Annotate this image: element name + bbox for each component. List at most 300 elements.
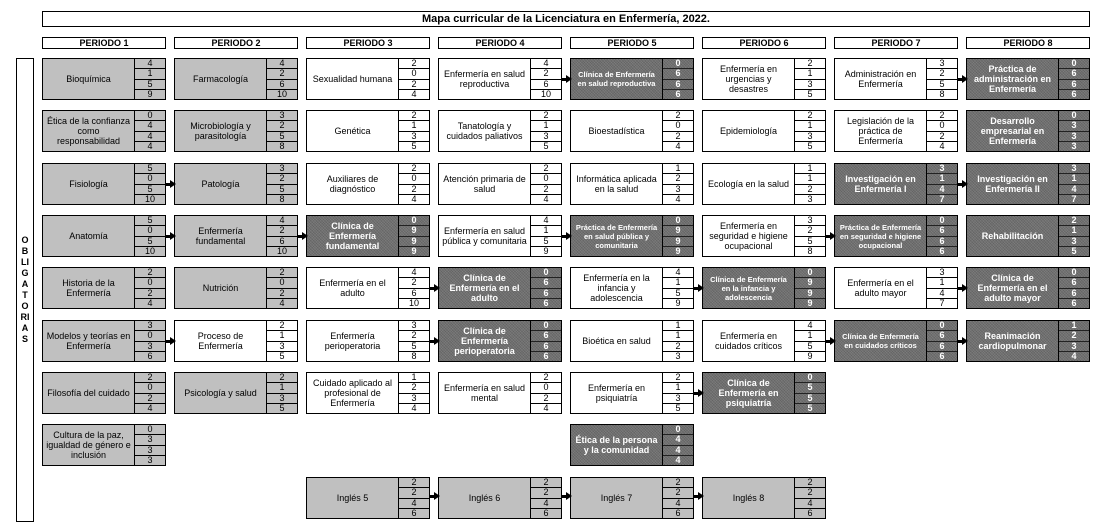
course-values <box>266 58 298 100</box>
course-name: Microbiología y parasitología <box>174 110 266 152</box>
course-value: 3 <box>531 131 561 141</box>
course-block <box>834 215 958 257</box>
obligatorias-bracket <box>16 58 34 522</box>
course-value: 8 <box>795 246 825 256</box>
course-value: 5 <box>927 79 957 89</box>
course-name: Bioética en salud <box>570 320 662 362</box>
course-block <box>306 110 430 152</box>
course-value: 5 <box>135 184 165 194</box>
course-values <box>398 110 430 152</box>
course-value: 1 <box>1059 225 1089 235</box>
course-value: 2 <box>411 163 417 173</box>
course-block <box>438 163 562 205</box>
course-value: 4 <box>663 455 693 465</box>
course-value: 2 <box>543 110 549 120</box>
course-values <box>1058 163 1090 205</box>
course-value: 7 <box>927 298 957 308</box>
course-value: 6 <box>1059 288 1089 298</box>
course-value: 3 <box>1059 236 1089 246</box>
course-name: Auxiliares de diagnóstico <box>306 163 398 205</box>
course-value: 3 <box>135 434 165 444</box>
course-value: 2 <box>399 330 429 340</box>
course-value: 4 <box>135 403 165 413</box>
course-value: 3 <box>795 79 825 89</box>
course-value: 3 <box>267 393 297 403</box>
course-value: 10 <box>267 246 297 256</box>
course-block <box>438 267 562 309</box>
course-value: 9 <box>663 225 693 235</box>
course-value: 0 <box>807 372 813 382</box>
course-value: 0 <box>675 424 681 434</box>
course-name: Enfermería en salud pública y comunitaria <box>438 215 530 257</box>
course-value: 0 <box>135 277 165 287</box>
course-name: Legislación de la práctica de Enfermería <box>834 110 926 152</box>
arrow-criticos-clinica <box>826 340 832 343</box>
course-name: Enfermería fundamental <box>174 215 266 257</box>
course-values <box>530 110 562 152</box>
course-value: 3 <box>1059 120 1089 130</box>
arrow-ingles5-6 <box>430 495 436 498</box>
course-value: 9 <box>795 298 825 308</box>
page-title: Mapa curricular de la Licenciatura en Enfermería, 2022. <box>42 11 1090 27</box>
course-value: 4 <box>399 194 429 204</box>
course-name: Proceso de Enfermería <box>174 320 266 362</box>
course-values <box>1058 267 1090 309</box>
course-value: 4 <box>663 445 693 455</box>
course-value: 6 <box>927 341 957 351</box>
course-block <box>702 320 826 362</box>
course-values <box>134 163 166 205</box>
course-name: Enfermería perioperatoria <box>306 320 398 362</box>
course-block <box>834 320 958 362</box>
course-value: 6 <box>1059 277 1089 287</box>
course-values <box>266 110 298 152</box>
course-value: 1 <box>795 120 825 130</box>
course-values <box>1058 320 1090 362</box>
course-value: 6 <box>135 351 165 361</box>
course-value: 4 <box>927 184 957 194</box>
course-block <box>306 320 430 362</box>
course-block <box>702 163 826 205</box>
course-value: 3 <box>399 393 429 403</box>
course-value: 2 <box>1071 215 1077 225</box>
course-name: Clínica de Enfermería en psiquiatría <box>702 372 794 414</box>
course-value: 2 <box>663 341 693 351</box>
course-name: Investigación en Enfermería II <box>966 163 1058 205</box>
course-value: 0 <box>531 382 561 392</box>
course-value: 0 <box>1071 267 1077 277</box>
course-value: 2 <box>267 225 297 235</box>
course-value: 3 <box>795 131 825 141</box>
course-value: 10 <box>531 89 561 99</box>
course-name: Epidemiología <box>702 110 794 152</box>
course-name: Clínica de Enfermería en el adulto <box>438 267 530 309</box>
course-value: 2 <box>399 277 429 287</box>
course-value: 1 <box>411 372 417 382</box>
course-value: 4 <box>279 58 285 68</box>
course-values <box>134 372 166 414</box>
course-block <box>42 58 166 100</box>
course-values <box>398 372 430 414</box>
course-value: 3 <box>807 215 813 225</box>
period-header-8: PERIODO 8 <box>966 37 1090 49</box>
course-name: Clínica de Enfermería fundamental <box>306 215 398 257</box>
course-block <box>834 163 958 205</box>
course-value: 2 <box>147 372 153 382</box>
course-value: 6 <box>531 351 561 361</box>
course-block <box>174 110 298 152</box>
course-value: 1 <box>399 120 429 130</box>
course-name: Práctica de Enfermería en salud pública y comunitaria <box>570 215 662 257</box>
course-value: 1 <box>675 163 681 173</box>
course-block <box>570 267 694 309</box>
course-value: 6 <box>927 236 957 246</box>
course-value: 1 <box>531 225 561 235</box>
period-header-5: PERIODO 5 <box>570 37 694 49</box>
course-value: 2 <box>267 173 297 183</box>
course-value: 3 <box>135 445 165 455</box>
course-block <box>966 163 1090 205</box>
course-name: Fisiología <box>42 163 134 205</box>
course-value: 10 <box>399 298 429 308</box>
course-value: 0 <box>135 382 165 392</box>
course-values <box>530 163 562 205</box>
course-value: 2 <box>399 487 429 497</box>
course-value: 3 <box>939 58 945 68</box>
course-value: 9 <box>399 246 429 256</box>
course-values <box>398 58 430 100</box>
course-value: 3 <box>411 320 417 330</box>
course-value: 5 <box>267 131 297 141</box>
course-value: 6 <box>531 277 561 287</box>
course-value: 5 <box>135 79 165 89</box>
course-value: 5 <box>135 236 165 246</box>
course-value: 0 <box>411 215 417 225</box>
course-value: 6 <box>1059 79 1089 89</box>
course-block <box>570 58 694 100</box>
course-value: 5 <box>663 288 693 298</box>
arrow-psiquiatria-clinica <box>694 392 700 395</box>
course-values <box>794 267 826 309</box>
course-value: 4 <box>1059 184 1089 194</box>
course-value: 9 <box>795 288 825 298</box>
course-block <box>306 372 430 414</box>
course-value: 5 <box>795 341 825 351</box>
course-value: 0 <box>543 320 549 330</box>
course-name: Nutrición <box>174 267 266 309</box>
course-value: 2 <box>399 184 429 194</box>
course-value: 2 <box>411 110 417 120</box>
course-name: Inglés 8 <box>702 477 794 519</box>
course-name: Bioestadística <box>570 110 662 152</box>
arrow-adulto-mayor-clinica <box>958 287 964 290</box>
course-value: 2 <box>147 267 153 277</box>
course-value: 4 <box>135 131 165 141</box>
course-block <box>42 163 166 205</box>
course-value: 2 <box>531 184 561 194</box>
course-value: 2 <box>543 372 549 382</box>
course-value: 2 <box>411 477 417 487</box>
course-value: 4 <box>663 141 693 151</box>
course-value: 3 <box>399 131 429 141</box>
course-block <box>570 320 694 362</box>
course-values <box>926 58 958 100</box>
course-value: 3 <box>663 184 693 194</box>
course-values <box>530 58 562 100</box>
arrow-perioperatoria-clinica <box>430 340 436 343</box>
course-block <box>702 477 826 519</box>
course-value: 3 <box>1059 141 1089 151</box>
course-value: 6 <box>663 508 693 518</box>
course-name: Modelos y teorías en Enfermería <box>42 320 134 362</box>
course-value: 0 <box>939 320 945 330</box>
course-values <box>926 320 958 362</box>
arrow-fisiologia-patologia <box>166 183 172 186</box>
course-value: 9 <box>795 277 825 287</box>
course-name: Inglés 5 <box>306 477 398 519</box>
course-value: 5 <box>795 236 825 246</box>
course-name: Enfermería en la infancia y adolescencia <box>570 267 662 309</box>
course-values <box>134 58 166 100</box>
course-name: Enfermería en cuidados críticos <box>702 320 794 362</box>
course-block <box>174 267 298 309</box>
course-value: 0 <box>399 68 429 78</box>
course-value: 2 <box>135 393 165 403</box>
course-value: 9 <box>663 236 693 246</box>
course-value: 3 <box>1071 163 1077 173</box>
course-block <box>966 320 1090 362</box>
course-block <box>834 267 958 309</box>
course-name: Inglés 6 <box>438 477 530 519</box>
course-values <box>398 267 430 309</box>
course-value: 8 <box>399 351 429 361</box>
course-value: 0 <box>147 110 153 120</box>
course-name: Enfermería en el adulto <box>306 267 398 309</box>
course-value: 2 <box>663 173 693 183</box>
course-name: Clínica de Enfermería en la infancia y adolescencia <box>702 267 794 309</box>
course-block <box>570 110 694 152</box>
course-value: 2 <box>795 184 825 194</box>
course-values <box>794 163 826 205</box>
course-name: Práctica de Enfermería en seguridad e higiene ocupacional <box>834 215 926 257</box>
course-block <box>702 58 826 100</box>
course-value: 5 <box>663 403 693 413</box>
course-values <box>662 424 694 466</box>
course-value: 1 <box>531 120 561 130</box>
course-values <box>266 267 298 309</box>
course-block <box>966 58 1090 100</box>
course-value: 5 <box>147 215 153 225</box>
course-value: 8 <box>267 141 297 151</box>
course-name: Bioquímica <box>42 58 134 100</box>
course-value: 4 <box>927 141 957 151</box>
course-values <box>926 215 958 257</box>
arrow-investigacion-i-ii <box>958 183 964 186</box>
course-block <box>966 267 1090 309</box>
course-value: 6 <box>927 330 957 340</box>
course-block <box>438 215 562 257</box>
course-name: Atención primaria de salud <box>438 163 530 205</box>
course-value: 2 <box>135 288 165 298</box>
course-value: 1 <box>663 330 693 340</box>
course-values <box>134 267 166 309</box>
course-name: Ética de la persona y la comunidad <box>570 424 662 466</box>
course-block <box>306 215 430 257</box>
course-value: 5 <box>267 403 297 413</box>
course-value: 3 <box>1059 131 1089 141</box>
course-value: 5 <box>399 141 429 151</box>
course-value: 0 <box>1071 58 1077 68</box>
course-values <box>134 215 166 257</box>
arrow-salud-publica-practica <box>562 235 568 238</box>
course-block <box>306 477 430 519</box>
course-value: 0 <box>675 58 681 68</box>
course-name: Reanimación cardiopulmonar <box>966 320 1058 362</box>
course-values <box>662 267 694 309</box>
course-value: 1 <box>267 382 297 392</box>
course-name: Filosofía del cuidado <box>42 372 134 414</box>
course-values <box>266 372 298 414</box>
course-name: Enfermería en psiquiatría <box>570 372 662 414</box>
course-value: 2 <box>927 131 957 141</box>
course-value: 5 <box>1059 246 1089 256</box>
course-value: 2 <box>279 372 285 382</box>
course-value: 2 <box>543 477 549 487</box>
course-value: 4 <box>531 194 561 204</box>
course-block <box>702 267 826 309</box>
course-value: 2 <box>675 372 681 382</box>
course-name: Ética de la confianza como responsabilidad <box>42 110 134 152</box>
arrow-ingles7-8 <box>694 495 700 498</box>
course-values <box>1058 215 1090 257</box>
course-name: Ecología en la salud <box>702 163 794 205</box>
course-values <box>398 477 430 519</box>
course-values <box>530 215 562 257</box>
course-value: 6 <box>267 236 297 246</box>
course-name: Cuidado aplicado al profesional de Enfermería <box>306 372 398 414</box>
course-value: 5 <box>399 341 429 351</box>
course-values <box>530 477 562 519</box>
course-value: 5 <box>531 236 561 246</box>
course-name: Historia de la Enfermería <box>42 267 134 309</box>
course-value: 6 <box>531 288 561 298</box>
course-values <box>794 110 826 152</box>
course-value: 0 <box>543 267 549 277</box>
course-value: 2 <box>795 225 825 235</box>
course-name: Enfermería en el adulto mayor <box>834 267 926 309</box>
course-values <box>530 320 562 362</box>
course-value: 6 <box>1059 68 1089 78</box>
course-name: Anatomía <box>42 215 134 257</box>
course-value: 4 <box>663 498 693 508</box>
course-value: 8 <box>267 194 297 204</box>
course-value: 2 <box>807 477 813 487</box>
course-value: 3 <box>939 267 945 277</box>
course-values <box>662 320 694 362</box>
course-name: Administración en Enfermería <box>834 58 926 100</box>
course-values <box>398 163 430 205</box>
course-values <box>1058 110 1090 152</box>
course-values <box>794 58 826 100</box>
course-values <box>266 163 298 205</box>
course-name: Clínica de Enfermería perioperatoria <box>438 320 530 362</box>
period-header-1: PERIODO 1 <box>42 37 166 49</box>
course-value: 9 <box>531 246 561 256</box>
course-values <box>398 215 430 257</box>
course-value: 1 <box>135 68 165 78</box>
course-name: Enfermería en salud reproductiva <box>438 58 530 100</box>
course-value: 2 <box>267 68 297 78</box>
course-value: 6 <box>927 225 957 235</box>
period-header-2: PERIODO 2 <box>174 37 298 49</box>
course-value: 2 <box>807 110 813 120</box>
course-value: 4 <box>543 58 549 68</box>
course-name: Clínica de Enfermería en el adulto mayor <box>966 267 1058 309</box>
course-value: 4 <box>927 288 957 298</box>
course-value: 6 <box>663 89 693 99</box>
course-value: 2 <box>663 131 693 141</box>
course-name: Investigación en Enfermería I <box>834 163 926 205</box>
course-value: 6 <box>267 79 297 89</box>
course-name: Patología <box>174 163 266 205</box>
arrow-ingles6-7 <box>562 495 568 498</box>
course-value: 6 <box>531 79 561 89</box>
course-value: 0 <box>267 277 297 287</box>
course-value: 10 <box>135 246 165 256</box>
course-block <box>570 215 694 257</box>
course-block <box>306 58 430 100</box>
course-value: 1 <box>795 330 825 340</box>
course-values <box>662 372 694 414</box>
course-name: Clínica de Enfermería en salud reproductiva <box>570 58 662 100</box>
course-value: 0 <box>135 330 165 340</box>
period-header-3: PERIODO 3 <box>306 37 430 49</box>
course-value: 0 <box>663 120 693 130</box>
course-name: Rehabilitación <box>966 215 1058 257</box>
course-value: 6 <box>795 508 825 518</box>
course-value: 9 <box>135 89 165 99</box>
course-values <box>530 267 562 309</box>
course-block <box>438 58 562 100</box>
course-value: 0 <box>135 173 165 183</box>
course-value: 6 <box>531 341 561 351</box>
course-value: 4 <box>135 120 165 130</box>
arrow-adulto-clinica <box>430 287 436 290</box>
course-value: 5 <box>795 382 825 392</box>
course-value: 0 <box>1071 110 1077 120</box>
course-value: 6 <box>1059 89 1089 99</box>
course-value: 9 <box>399 225 429 235</box>
course-block <box>702 110 826 152</box>
course-value: 1 <box>1071 320 1077 330</box>
course-value: 6 <box>927 351 957 361</box>
course-value: 2 <box>543 163 549 173</box>
course-block <box>966 215 1090 257</box>
course-value: 4 <box>399 403 429 413</box>
course-value: 2 <box>1059 330 1089 340</box>
course-value: 6 <box>399 508 429 518</box>
course-value: 1 <box>1059 173 1089 183</box>
course-value: 3 <box>279 163 285 173</box>
course-value: 0 <box>807 267 813 277</box>
course-block <box>306 163 430 205</box>
course-value: 4 <box>147 58 153 68</box>
course-value: 1 <box>675 320 681 330</box>
course-block <box>42 424 166 466</box>
course-values <box>530 372 562 414</box>
course-values <box>794 320 826 362</box>
course-values <box>794 372 826 414</box>
